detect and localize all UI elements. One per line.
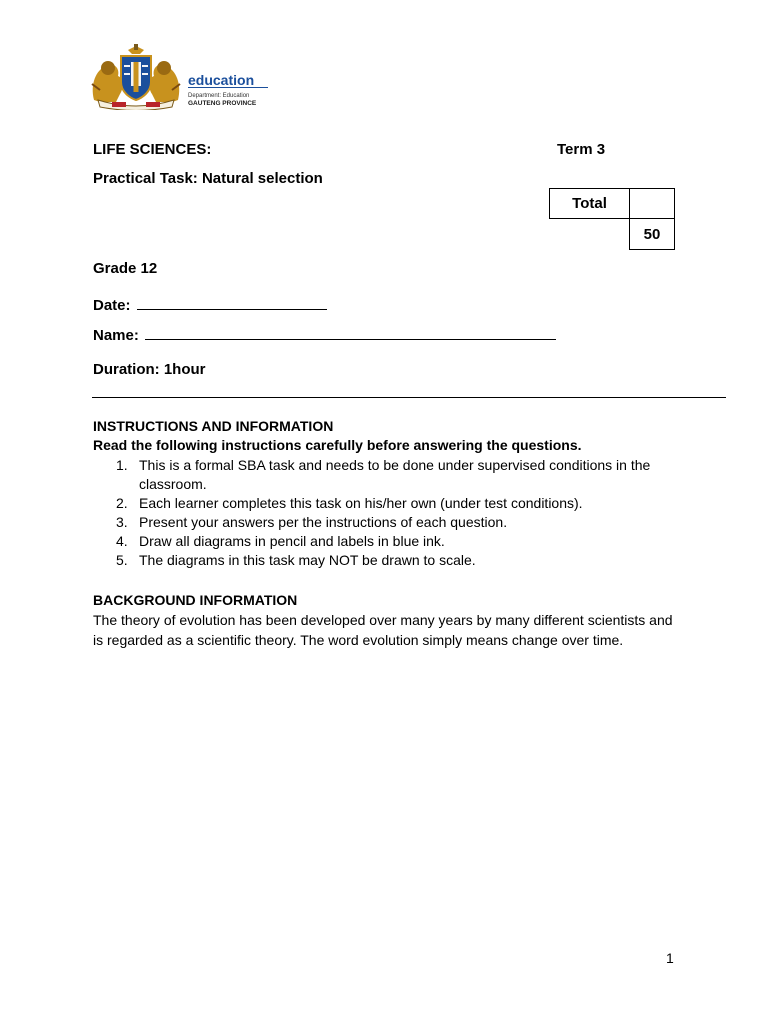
logo-department: Department: Education: [188, 93, 250, 99]
duration-label: Duration: 1hour: [93, 361, 206, 378]
term-label: Term 3: [557, 141, 606, 158]
instruction-number: 3.: [116, 514, 128, 530]
total-marks-cell: [629, 218, 675, 250]
date-label: Date:: [93, 297, 131, 314]
background-text: The theory of evolution has been developed over many years by many different scientists and is regarded as a scientific theory. The word evolution simply means change over time.: [93, 612, 673, 648]
background-heading: BACKGROUND INFORMATION: [93, 592, 298, 608]
name-label: Name:: [93, 327, 139, 344]
instructions-intro: Read the following instructions carefully before answering the questions.: [93, 437, 582, 453]
instructions-list: [93, 456, 699, 570]
date-row: [93, 295, 327, 315]
total-score-cell[interactable]: [629, 188, 675, 219]
task-title: Practical Task: Natural selection: [93, 170, 323, 187]
gauteng-education-logo: [84, 44, 274, 110]
total-marks: 50: [643, 225, 661, 243]
instruction-text: Present your answers per the instructions of each question.: [139, 514, 508, 530]
name-row: [93, 325, 556, 345]
instruction-item: [93, 551, 699, 570]
instruction-item: [93, 456, 699, 494]
instruction-number: 1.: [116, 457, 128, 473]
page-number: 1: [666, 950, 674, 966]
instruction-number: 2.: [116, 495, 128, 511]
coat-of-arms-icon: [84, 44, 188, 110]
logo-word: education: [188, 73, 268, 88]
instruction-number: 5.: [116, 552, 128, 568]
instruction-text: This is a formal SBA task and needs to be done under supervised conditions in the classroom.: [139, 457, 651, 492]
logo-province: GAUTENG PROVINCE: [188, 100, 257, 107]
instruction-text: Draw all diagrams in pencil and labels in blue ink.: [139, 533, 445, 549]
date-field[interactable]: [137, 295, 327, 310]
instructions-heading: INSTRUCTIONS AND INFORMATION: [93, 418, 334, 434]
logo-text: [188, 72, 268, 108]
name-field[interactable]: [145, 325, 556, 340]
total-label-cell: [549, 188, 630, 219]
instruction-item: [93, 532, 699, 551]
instruction-text: Each learner completes this task on his/her own (under test conditions).: [139, 495, 583, 511]
total-label: Total: [572, 195, 607, 212]
instruction-text: The diagrams in this task may NOT be drawn to scale.: [139, 552, 476, 568]
subject-title: LIFE SCIENCES:: [93, 141, 212, 158]
instruction-item: [93, 513, 699, 532]
instruction-item: [93, 494, 699, 513]
horizontal-divider: [92, 397, 726, 398]
instruction-number: 4.: [116, 533, 128, 549]
grade-label: Grade 12: [93, 260, 158, 277]
